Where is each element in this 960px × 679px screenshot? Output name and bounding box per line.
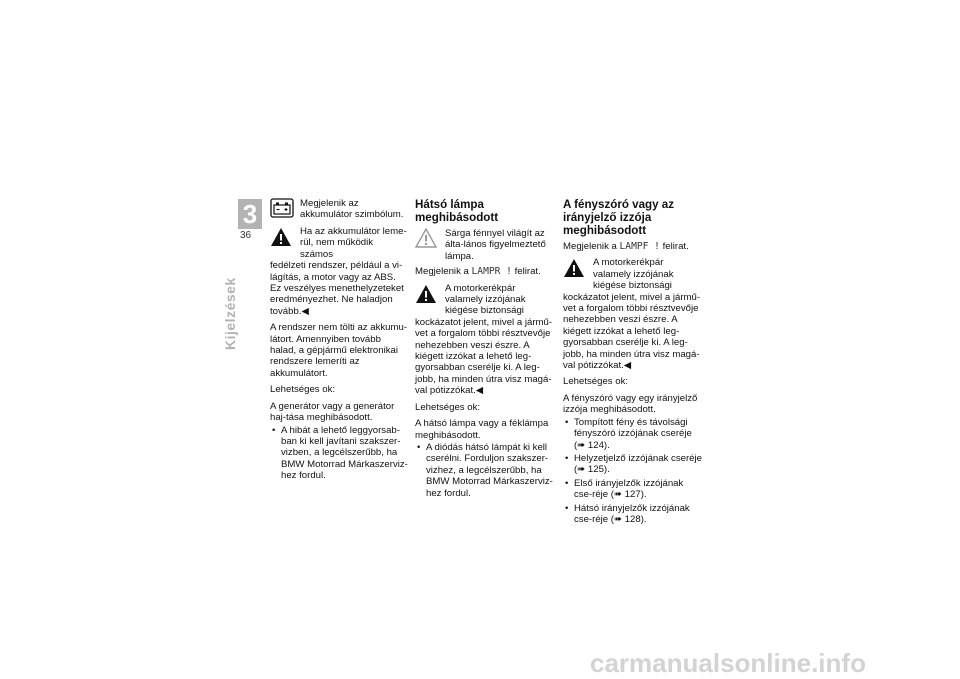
page-number: 36 xyxy=(240,230,252,241)
section-heading: Hátsó lámpa meghibásodott xyxy=(415,198,499,224)
list-item: • A diódás hátsó lámpát ki kell cserélni. Forduljon szakszer-vizhez, a legcélszerűbb, ha BMW Motorrad Márkaszerviz-hez fordul. xyxy=(415,442,553,499)
display-code: LAMPR ! xyxy=(471,266,512,278)
column-headlight xyxy=(563,198,703,527)
column-rear-lamp xyxy=(415,198,553,501)
column-battery xyxy=(270,198,408,484)
info-text: Sárga fénnyel világít az álta-lános figyelmeztető lámpa. xyxy=(445,228,546,262)
bullet-list xyxy=(563,417,703,526)
warning-text: A motorkerékpár valamely izzójának kiégése biztonsági xyxy=(445,282,526,317)
warning-text: Ha az akkumulátor leme-rül, nem működik számos xyxy=(300,226,407,260)
possible-cause-label: Lehetséges ok: xyxy=(270,384,336,396)
bullet-list xyxy=(270,425,408,482)
info-triangle-icon xyxy=(415,228,437,251)
display-message xyxy=(563,241,703,252)
warning-block xyxy=(563,257,703,291)
list-item: • Első irányjelzők izzójának cse-réje (➠ 127). xyxy=(563,478,703,501)
warning-triangle-icon xyxy=(270,227,292,250)
battery-row xyxy=(270,198,408,222)
list-item: • A hibát a lehető leggyorsab-ban ki kell javítani szakszer-vizben, a legcélszerűbb, ha BMW Motorrad Márkaszerviz-hez fordul. xyxy=(270,425,408,482)
warning-block xyxy=(270,226,408,260)
possible-cause-label: Lehetséges ok: xyxy=(415,401,481,413)
display-prefix: Megjelenik a xyxy=(563,241,620,252)
display-suffix: felirat. xyxy=(511,266,541,278)
bullet-list xyxy=(415,442,553,499)
warning-text-continued: fedélzeti rendszer, például a vi-lágítás, a motor vagy az ABS. Ez veszélyes menethelyzeteket eredményezhet. Ne haladjon tovább.◀ xyxy=(270,260,404,317)
list-item: • Tompított fény és távolsági fényszóró izzójának cseréje (➠ 124). xyxy=(563,417,703,451)
display-prefix: Megjelenik a xyxy=(415,266,472,278)
warning-block xyxy=(415,283,553,317)
section-heading: A fényszóró vagy az irányjelző izzója meghibásodott xyxy=(563,198,675,237)
display-message xyxy=(415,266,553,277)
battery-icon xyxy=(270,198,294,221)
cause-text: A generátor vagy a generátor haj-tása meghibásodott. xyxy=(270,400,395,424)
list-item: • Helyzetjelző izzójának cseréje (➠ 125). xyxy=(563,453,703,476)
info-row xyxy=(415,228,553,262)
watermark-credit: carmanualsonline.info xyxy=(590,648,866,678)
display-code: LAMPF ! xyxy=(619,241,660,252)
warning-triangle-icon xyxy=(563,258,585,281)
warning-text: A motorkerékpár valamely izzójának kiégése biztonsági xyxy=(593,257,674,292)
chapter-number-tab: 3 xyxy=(238,199,262,229)
possible-cause-label: Lehetséges ok: xyxy=(563,376,629,388)
chapter-title-vertical: Kijelzések xyxy=(222,277,238,350)
battery-text: Megjelenik az akkumulátor szimbólum. xyxy=(300,198,404,221)
cause-text: A hátsó lámpa vagy a féklámpa meghibásodott. xyxy=(415,418,549,441)
warning-text-continued: kockázatot jelent, mivel a jármű-vet a forgalom többi résztvevője nehezebben veszi észre. A kiégett izzókat a lehető leg-gyorsabban cserélje ki. A leg-jobb, ha minden útra visz magá-val pótizzókat.◀ xyxy=(415,316,553,397)
warning-triangle-icon xyxy=(415,284,437,307)
warning-text-continued: kockázatot jelent, mivel a jármű-vet a forgalom többi résztvevője nehezebben veszi észre. A kiégett izzókat a lehető leg-gyorsabban cserélje ki. A leg-jobb, ha minden útra visz magá-val pótizzókat.◀ xyxy=(563,291,701,372)
cause-text: A fényszóró vagy egy irányjelző izzója meghibásodott. xyxy=(563,392,698,416)
paragraph: A rendszer nem tölti az akkumu-látort. Amennyiben tovább halad, a gépjármű elektronikai rendszere lemeríti az akkumulátort. xyxy=(270,322,408,379)
display-suffix: felirat. xyxy=(659,241,689,252)
list-item: • Hátsó irányjelzők izzójának cse-réje (➠ 128). xyxy=(563,503,703,526)
